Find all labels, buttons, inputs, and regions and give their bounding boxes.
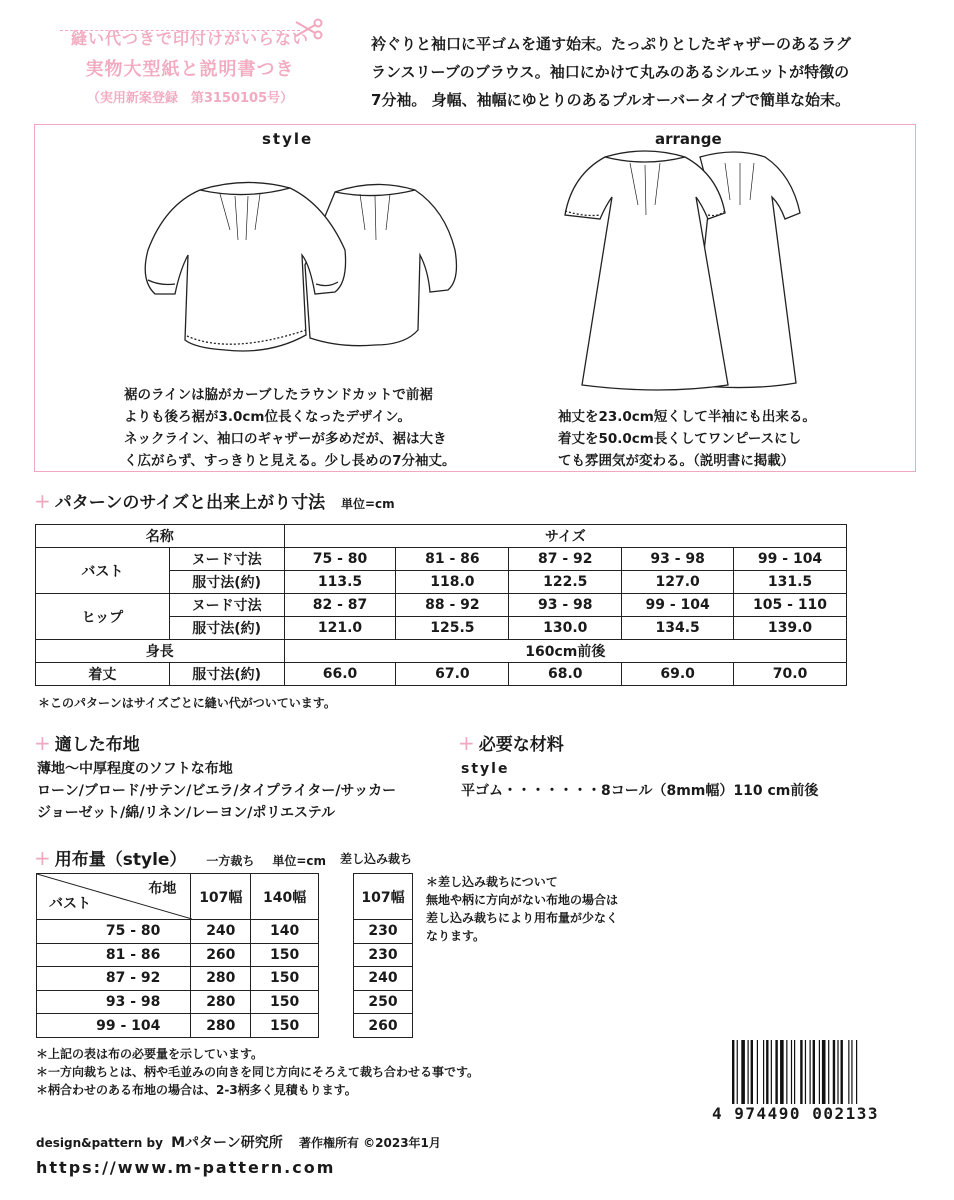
barcode-bar [837,1040,838,1104]
row-sublabel: 服寸法(約) [169,617,284,640]
barcode-bar [780,1040,784,1104]
barcode-bar [741,1040,745,1104]
yardage-one-way-label: 一方裁ち [206,854,255,868]
yardage-title-text: 用布量（style） [54,850,187,870]
barcode-bar [848,1040,849,1104]
yardage-unit: 単位=cm [272,854,326,868]
table-row [354,990,413,1014]
materials-section-title [458,730,564,755]
table-cell: 160cm前後 [284,640,846,663]
caption-line: く広がらず、すっきりと見える。少し長めの7分袖丈。 [124,453,456,469]
barcode-bar [766,1040,768,1104]
barcode-bar [751,1040,753,1104]
size-title-text: パターンのサイズと出来上がり寸法 [54,493,326,513]
table-row [354,943,413,967]
table-header-140: 140幅 [251,874,319,920]
barcode-bar [856,1040,857,1104]
note-line: なります。 [426,929,486,943]
table-cell: 81 - 86 [396,548,509,571]
fabric-title-text: 適した布地 [54,735,140,755]
table-cell: 66.0 [284,663,396,686]
yardage-notes [36,1045,479,1099]
row-sublabel: 服寸法(約) [169,663,284,686]
table-cell: 88 - 92 [396,594,509,617]
table-header-107: 107幅 [354,874,413,920]
caption-line: ても雰囲気が変わる。（説明書に掲載） [558,453,795,469]
row-sublabel: 服寸法(約) [169,571,284,594]
table-header-name: 名称 [36,525,285,548]
barcode-bar [786,1040,787,1104]
scissors-icon [292,14,326,44]
size-table [35,524,847,686]
table-cell: 122.5 [509,571,622,594]
table-cell: 139.0 [734,617,847,640]
table-cell: 87 - 92 [509,548,622,571]
table-cell: 87 - 92 [37,967,191,991]
caption-line: 裾のラインは脇がカーブしたラウンドカットで前裾 [124,387,433,403]
fabric-line: 薄地〜中厚程度のソフトな布地 [37,761,233,777]
barcode-bar [737,1040,738,1104]
table-cell: 105 - 110 [734,594,847,617]
table-cell: 280 [191,967,251,991]
insert-note [426,873,618,945]
table-cell: 99 - 104 [622,594,734,617]
table-cell: 230 [354,920,413,944]
table-cell: 150 [251,943,319,967]
materials-item: 平ゴム・・・・・・・8コール（8mm幅）110 cm前後 [461,783,819,799]
plus-icon: + [34,846,51,870]
barcode-number: 4 974490 002133 [712,1104,879,1123]
table-cell: 99 - 104 [734,548,847,571]
dress-illustration [560,145,805,395]
table-cell: 125.5 [396,617,509,640]
barcode-bar [810,1040,811,1104]
row-label-length: 着丈 [36,663,170,686]
table-corner-cell [37,874,191,920]
barcode-bar [775,1040,777,1104]
note-line: 差し込み裁ちにより用布量が少なく [426,911,619,925]
table-row [37,990,319,1014]
caption-line: ネックライン、袖口のギャザーが多めだが、裾は大き [124,431,447,447]
badge-line-2: 実物大型紙と説明書つき [85,59,295,80]
table-cell: 134.5 [622,617,734,640]
barcode-bar [833,1040,835,1104]
intro-text [371,30,921,114]
barcode-bar [841,1040,843,1104]
intro-line: 7分袖。 身幅、袖幅にゆとりのあるプルオーバータイプで簡単な始末。 [371,91,851,109]
barcode-bar [800,1040,802,1104]
credit-prefix: design&pattern by [36,1136,163,1150]
table-cell: 260 [191,943,251,967]
note-line: ＊上記の表は布の必要量を示しています。 [36,1047,264,1061]
table-cell: 230 [354,943,413,967]
barcode-bar [805,1040,806,1104]
barcode-bar [791,1040,792,1104]
barcode-bar [732,1040,734,1104]
plus-icon: + [458,731,475,755]
barcode-bar [771,1040,772,1104]
table-row [36,663,847,686]
note-line: ＊柄合わせのある布地の場合は、2-3柄多く見積もります。 [36,1083,357,1097]
table-row [36,525,847,548]
table-row [37,920,319,944]
table-cell: 150 [251,1014,319,1038]
corner-label-bust: バスト [49,896,91,912]
table-cell: 113.5 [284,571,396,594]
table-row [354,967,413,991]
table-cell: 130.0 [509,617,622,640]
fabric-line: ローン/ブロード/サテン/ビエラ/タイプライター/サッカー [37,783,397,799]
materials-title-text: 必要な材料 [478,735,564,755]
plus-icon: + [34,489,51,513]
table-cell: 93 - 98 [37,990,191,1014]
yardage-table-one-way [36,873,319,1038]
table-cell: 140 [251,920,319,944]
table-cell: 67.0 [396,663,509,686]
table-cell: 280 [191,990,251,1014]
barcode-bar [763,1040,764,1104]
table-cell: 81 - 86 [37,943,191,967]
table-row [37,967,319,991]
barcode-bar [819,1040,820,1104]
fabric-section-title [34,730,140,755]
table-cell: 70.0 [734,663,847,686]
table-cell: 127.0 [622,571,734,594]
table-cell: 240 [354,967,413,991]
arrange-caption [558,406,816,472]
footer-credit [36,1132,441,1152]
size-note: ＊このパターンはサイズごとに縫い代がついています。 [38,696,336,710]
intro-line: ランスリーブのブラウス。袖口にかけて丸みのあるシルエットが特徴の [371,63,850,81]
corner-label-fabric: 布地 [148,881,177,897]
table-cell: 93 - 98 [622,548,734,571]
barcode-bar [851,1040,852,1104]
barcode-bar [828,1040,829,1104]
table-cell: 75 - 80 [37,920,191,944]
yardage-section-title [34,845,326,870]
materials-style-label: style [461,761,510,777]
size-unit: 単位=cm [341,497,395,511]
intro-line: 衿ぐりと袖口に平ゴムを通す始末。たっぷりとしたギャザーのあるラグ [371,35,852,53]
caption-line: 着丈を50.0cm長くしてワンピースにし [558,431,802,447]
badge-line-3: （実用新案登録 第3150105号） [86,91,294,106]
style-caption [124,384,456,472]
badge-divider [60,30,300,31]
table-cell: 121.0 [284,617,396,640]
fabric-list [37,758,396,824]
table-cell: 93 - 98 [509,594,622,617]
table-row [37,943,319,967]
table-row [36,640,847,663]
table-row [36,548,847,571]
table-cell: 131.5 [734,571,847,594]
note-line: ＊一方向裁ちとは、柄や毛並みの向きを同じ方向にそろえて裁ち合わせる事です。 [36,1065,480,1079]
yardage-insert-label: 差し込み裁ち [340,852,413,866]
fabric-line: ジョーゼット/綿/リネン/レーヨン/ポリエステル [37,805,336,821]
table-cell: 150 [251,967,319,991]
table-row [37,1014,319,1038]
blouse-illustration [130,170,460,360]
row-label-height: 身長 [36,640,285,663]
table-header-107: 107幅 [191,874,251,920]
table-cell: 260 [354,1014,413,1038]
table-cell: 99 - 104 [37,1014,191,1038]
company-name: Mパターン研究所 [171,1135,283,1151]
note-line: ＊差し込み裁ちについて [426,875,558,889]
barcode-bar [822,1040,826,1104]
barcode-bar [794,1040,795,1104]
size-section-title [34,488,395,513]
table-cell: 69.0 [622,663,734,686]
plus-icon: + [34,731,51,755]
barcode-bar [813,1040,815,1104]
table-row [354,874,413,920]
table-row [354,1014,413,1038]
caption-line: よりも後ろ裾が3.0cm位長くなったデザイン。 [124,409,411,425]
table-cell: 280 [191,1014,251,1038]
table-cell: 75 - 80 [284,548,396,571]
row-label-bust: バスト [36,548,170,594]
barcode-bar [748,1040,749,1104]
table-row [354,920,413,944]
row-sublabel: ヌード寸法 [169,548,284,571]
table-header-size: サイズ [284,525,846,548]
yardage-table-insert [353,873,413,1038]
table-cell: 68.0 [509,663,622,686]
copyright: 著作権所有 ©2023年1月 [298,1136,441,1150]
header-badge [60,26,320,106]
badge-line-1: 縫い代つきで印付けがいらない [70,29,309,48]
caption-line: 袖丈を23.0cm短くして半袖にも出来る。 [558,409,816,425]
website-link[interactable]: https://www.m-pattern.com [36,1158,336,1177]
style-heading: style [262,130,314,148]
table-cell: 240 [191,920,251,944]
row-sublabel: ヌード寸法 [169,594,284,617]
arrange-heading: arrange [655,130,722,148]
note-line: 無地や柄に方向がない布地の場合は [426,893,619,907]
table-cell: 118.0 [396,571,509,594]
table-row [36,594,847,617]
table-cell: 82 - 87 [284,594,396,617]
table-cell: 150 [251,990,319,1014]
barcode-bar [757,1040,758,1104]
table-row [37,874,319,920]
table-cell: 250 [354,990,413,1014]
row-label-hip: ヒップ [36,594,170,640]
